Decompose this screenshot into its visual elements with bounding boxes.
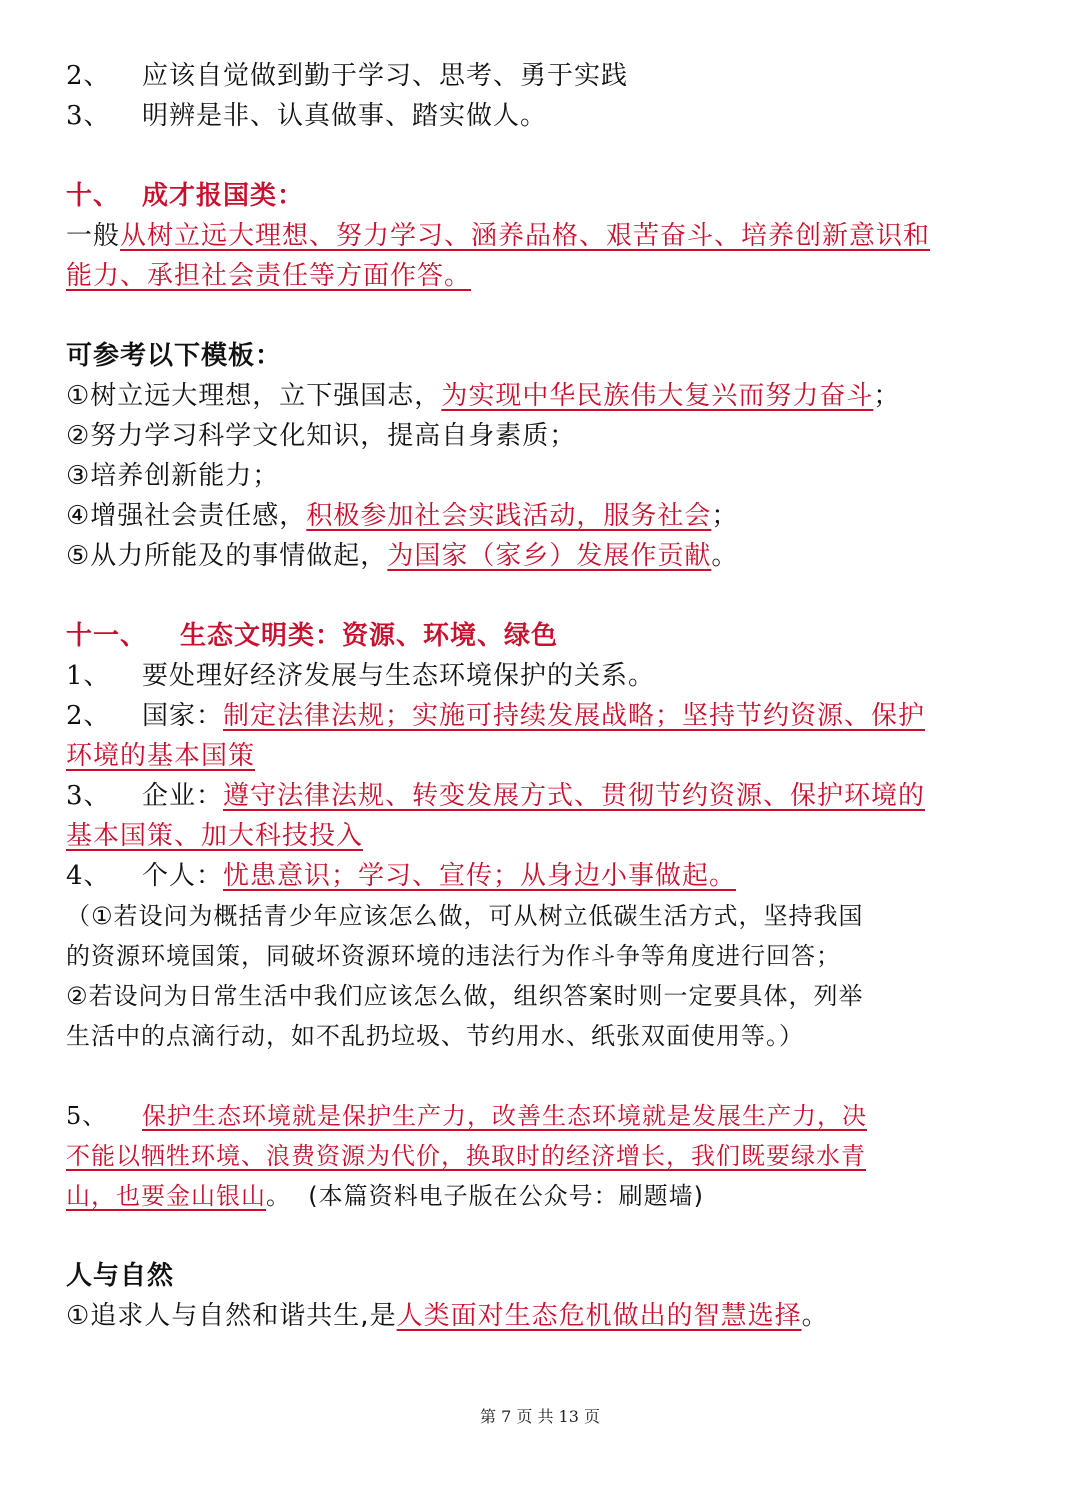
note-text: 生活中的点滴行动，如不乱扔垃圾、节约用水、纸张双面使用等。） (66, 1022, 804, 1050)
item-number: 5、 (66, 1102, 108, 1130)
section-11-note-line4 (66, 1016, 804, 1056)
nature-title: 人与自然 (66, 1261, 175, 1291)
nature-item-1 (66, 1296, 829, 1336)
item-punct: 。 (801, 1301, 829, 1331)
item-highlight: 遵守法律法规、转变发展方式、贯彻节约资源、保护环境的 (223, 781, 926, 811)
item-punct: ； (873, 381, 901, 411)
intro-highlight: 能力、承担社会责任等方面作答。 (66, 261, 472, 291)
section-11-item-2-cont (66, 736, 255, 776)
item-label: 国家： (142, 701, 224, 731)
item-highlight: 保护生态环境就是保护生产力，改善生态环境就是发展生产力，决 (142, 1102, 867, 1130)
item-highlight: 为国家（家乡）发展作贡献 (387, 541, 712, 571)
section-11-note-line1 (66, 896, 864, 936)
template-item-4 (66, 496, 738, 536)
page-footer: 第 7 页 共 13 页 (480, 1407, 600, 1426)
item-number: 2、 (66, 61, 111, 91)
item-text: ③培养创新能力； (66, 461, 280, 491)
item-highlight: 人类面对生态危机做出的智慧选择 (396, 1301, 802, 1331)
item-number: 4、 (66, 861, 111, 891)
item-highlight: 为实现中华民族伟大复兴而努力奋斗 (441, 381, 874, 411)
section-11-heading (66, 616, 558, 656)
item-highlight: 不能以牺牲环境、浪费资源为代价，换取时的经济增长，我们既要绿水青 (66, 1142, 866, 1170)
item-text: 应该自觉做到勤于学习、思考、勇于实践 (142, 61, 629, 91)
item-number: 3、 (66, 781, 111, 811)
section-11-item-3-cont (66, 816, 363, 856)
item-number: 1、 (66, 661, 111, 691)
item-highlight: 基本国策、加大科技投入 (66, 821, 364, 851)
template-item-1 (66, 376, 900, 416)
section-11-item-5 (66, 1096, 867, 1136)
section-11-item-1 (66, 656, 655, 696)
item-punct: 。 (266, 1182, 291, 1210)
template-item-5 (66, 536, 738, 576)
nature-heading (66, 1256, 174, 1296)
note-text: 的资源环境国策，同破坏资源环境的违法行为作斗争等角度进行回答； (66, 942, 841, 970)
section-11-note-line2 (66, 936, 841, 976)
item-highlight: 环境的基本国策 (66, 741, 256, 771)
item-text: 明辨是非、认真做事、踏实做人。 (142, 101, 548, 131)
template-heading (66, 336, 282, 376)
item-highlight: 制定法律法规；实施可持续发展战略；坚持节约资源、保护 (223, 701, 926, 731)
item-highlight: 积极参加社会实践活动，服务社会 (306, 501, 712, 531)
section-11-item-3 (66, 776, 925, 816)
section-11-item-5-cont1 (66, 1136, 866, 1176)
item-highlight: 山，也要金山银山 (66, 1182, 266, 1210)
item-text: ②努力学习科学文化知识，提高自身素质； (66, 421, 577, 451)
section-10-heading (66, 176, 304, 216)
item-text: ⑤从力所能及的事情做起， (66, 541, 388, 571)
item-text: ①树立远大理想，立下强国志， (66, 381, 442, 411)
section-10-intro-line2 (66, 256, 471, 296)
note-text: ②若设问为日常生活中我们应该怎么做，组织答案时则一定要具体，列举 (66, 982, 864, 1010)
item-punct: 。 (711, 541, 739, 571)
top-item-3 (66, 96, 547, 136)
source-note: (本篇资料电子版在公众号：刷题墙) (308, 1182, 704, 1210)
item-label: 企业： (142, 781, 224, 811)
template-title: 可参考以下模板： (66, 341, 283, 371)
intro-highlight: 从树立远大理想、努力学习、涵养品格、艰苦奋斗、培养创新意识和 (120, 221, 931, 251)
intro-prefix: 一般 (66, 221, 121, 251)
section-11-item-5-cont2 (66, 1176, 704, 1216)
item-text: 要处理好经济发展与生态环境保护的关系。 (142, 661, 656, 691)
template-item-3 (66, 456, 279, 496)
section-10-intro-line1 (66, 216, 930, 256)
item-text: ①追求人与自然和谐共生,是 (66, 1301, 397, 1331)
item-highlight: 忧患意识；学习、宣传；从身边小事做起。 (223, 861, 737, 891)
item-number: 3、 (66, 101, 111, 131)
section-title: 成才报国类： (142, 181, 305, 211)
item-label: 个人： (142, 861, 224, 891)
section-number: 十一、 (66, 621, 148, 651)
section-number: 十、 (66, 181, 121, 211)
template-item-2 (66, 416, 576, 456)
note-text: （①若设问为概括青少年应该怎么做，可从树立低碳生活方式，坚持我国 (66, 902, 864, 930)
item-text: ④增强社会责任感， (66, 501, 307, 531)
section-11-note-line3 (66, 976, 864, 1016)
section-11-item-2 (66, 696, 925, 736)
top-item-2 (66, 56, 628, 96)
section-11-item-4 (66, 856, 736, 896)
item-number: 2、 (66, 701, 111, 731)
section-title: 生态文明类：资源、环境、绿色 (180, 621, 559, 651)
item-punct: ； (711, 501, 739, 531)
